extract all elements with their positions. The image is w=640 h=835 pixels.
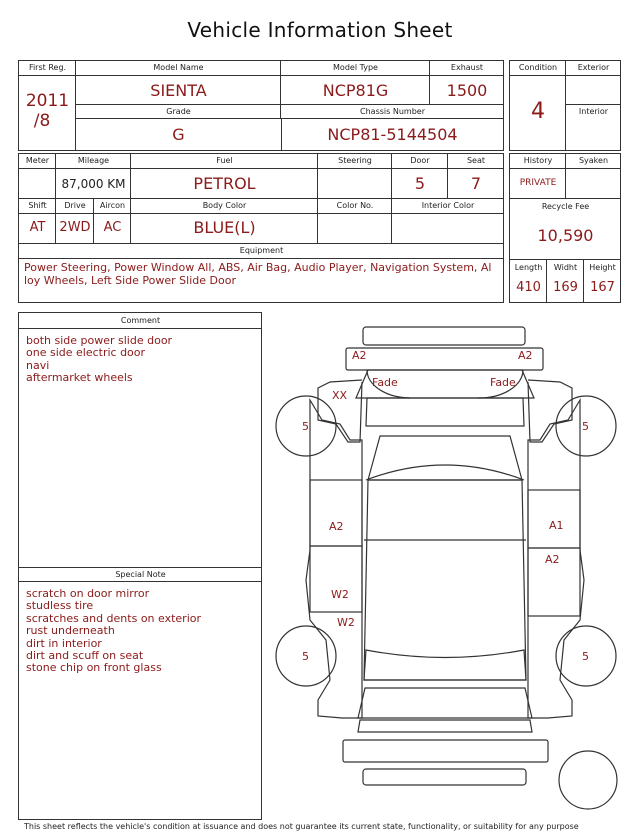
fuel-label: Fuel xyxy=(216,156,233,165)
body-color-value: BLUE(L) xyxy=(193,218,256,237)
mark-left-rear-quarter: W2 xyxy=(337,616,355,629)
comment-item: aftermarket wheels xyxy=(26,371,133,385)
first-reg-label: First Reg. xyxy=(28,63,67,72)
model-type-label: Model Type xyxy=(333,63,378,72)
rear-bumper-bottom xyxy=(363,769,526,785)
drive-label: Drive xyxy=(64,201,86,210)
interior-label: Interior xyxy=(578,107,609,116)
height-label: Height xyxy=(589,263,616,272)
exhaust-value: 1500 xyxy=(446,81,488,100)
history-label: History xyxy=(523,156,553,165)
equipment-line-1: Power Steering, Power Window All, ABS, Air Bag, Audio Player, Navigation System, Al xyxy=(24,261,492,274)
comment-label: Comment xyxy=(120,316,161,325)
roof-front-arc xyxy=(366,465,524,480)
mark-right-rear-door: A2 xyxy=(545,553,560,566)
special-note-item: rust underneath xyxy=(26,624,115,638)
left-side-body xyxy=(306,400,362,718)
page-title: Vehicle Information Sheet xyxy=(187,18,453,42)
disclaimer-footer: This sheet reflects the vehicle's condition at issuance and does not guarantee its current state, functionality, or suitability for any purpose xyxy=(24,822,579,831)
special-note-item: dirt in interior xyxy=(26,636,102,650)
comment-item: one side electric door xyxy=(26,346,146,360)
mark-left-front-door: A2 xyxy=(329,520,344,533)
mark-left-rear-door: W2 xyxy=(331,588,349,601)
shift-label: Shift xyxy=(28,201,47,210)
special-note-item: scratches and dents on exterior xyxy=(26,611,202,625)
roof xyxy=(364,480,526,680)
body-color-label: Body Color xyxy=(202,201,247,210)
rear-bumper xyxy=(343,740,548,762)
aircon-value: AC xyxy=(103,220,122,235)
mark-hood-right: Fade xyxy=(490,376,516,389)
vehicle-info-box xyxy=(18,60,504,151)
drive-value: 2WD xyxy=(59,220,91,235)
grade-label: Grade xyxy=(166,107,191,116)
special-note-list xyxy=(26,588,201,675)
comment-item: both side power slide door xyxy=(26,334,173,347)
recycle-fee-label: Recycle Fee xyxy=(541,202,590,211)
chassis-number-label: Chassis Number xyxy=(360,107,425,116)
condition-value: 4 xyxy=(531,99,545,124)
mileage-label: Mileage xyxy=(77,156,110,165)
shift-value: AT xyxy=(29,220,46,235)
left-front-door xyxy=(310,480,362,546)
specs-box xyxy=(18,153,504,303)
condition-box xyxy=(509,60,621,151)
spare-tire xyxy=(559,751,617,809)
mark-front-right-bumper: A2 xyxy=(518,349,533,362)
equipment-line-2: loy Wheels, Left Side Power Slide Door xyxy=(24,274,236,287)
door-value: 5 xyxy=(414,174,426,193)
model-name-label: Model Name xyxy=(153,63,204,72)
left-rear-door xyxy=(310,546,362,612)
mileage-value: 87,000 KM xyxy=(61,177,126,191)
front-bumper xyxy=(346,348,543,370)
syaken-label: Syaken xyxy=(578,156,609,165)
mark-rear-left-tire: 5 xyxy=(302,650,309,663)
chassis-number-value: NCP81-5144504 xyxy=(327,125,458,144)
length-value: 410 xyxy=(516,280,541,295)
first-reg-month: /8 xyxy=(33,111,51,131)
condition-label: Condition xyxy=(518,63,558,72)
model-type-value: NCP81G xyxy=(322,81,389,100)
aircon-label: Aircon xyxy=(99,201,126,210)
width-label: Widht xyxy=(553,263,578,272)
model-name-value: SIENTA xyxy=(150,81,207,100)
door-label: Door xyxy=(410,156,430,165)
trunk xyxy=(358,688,532,718)
notes-box xyxy=(18,312,262,820)
rear-panel xyxy=(358,720,532,732)
special-note-label: Special Note xyxy=(115,570,166,579)
length-label: Length xyxy=(514,263,543,272)
exterior-label: Exterior xyxy=(577,63,610,72)
hood-lower xyxy=(366,398,524,426)
mark-rear-right-tire: 5 xyxy=(582,650,589,663)
special-note-item: scratch on door mirror xyxy=(26,587,150,600)
recycle-fee-value: 10,590 xyxy=(537,226,594,245)
color-no-label: Color No. xyxy=(336,201,374,210)
comment-item: navi xyxy=(26,358,50,372)
height-value: 167 xyxy=(590,280,615,295)
mark-front-left-bumper: A2 xyxy=(352,349,367,362)
interior-color-label: Interior Color xyxy=(421,201,475,210)
front-bumper-top xyxy=(363,327,525,345)
steering-label: Steering xyxy=(338,156,372,165)
mark-right-front-door: A1 xyxy=(549,519,564,532)
meter-label: Meter xyxy=(25,156,50,165)
mark-front-left-tire: 5 xyxy=(302,420,309,433)
width-value: 169 xyxy=(553,280,578,295)
grade-value: G xyxy=(172,125,185,144)
front-windshield xyxy=(368,436,522,480)
first-reg-year: 2011 xyxy=(25,91,70,111)
mark-hood-left: Fade xyxy=(372,376,398,389)
mark-front-right-tire: 5 xyxy=(582,420,589,433)
exhaust-label: Exhaust xyxy=(450,63,484,72)
special-note-item: stone chip on front glass xyxy=(26,661,162,675)
special-note-item: studless tire xyxy=(26,599,94,613)
fuel-value: PETROL xyxy=(193,174,256,193)
equipment-label: Equipment xyxy=(239,246,284,255)
special-note-item: dirt and scuff on seat xyxy=(26,649,144,663)
car-condition-diagram xyxy=(270,320,625,820)
right-front-fender xyxy=(528,380,572,442)
seat-label: Seat xyxy=(466,156,486,165)
mark-front-left-fender: XX xyxy=(332,389,348,402)
history-box xyxy=(509,153,621,303)
comment-list xyxy=(26,335,172,385)
seat-value: 7 xyxy=(470,174,482,193)
rear-glass xyxy=(364,650,526,680)
history-value: PRIVATE xyxy=(519,178,557,188)
